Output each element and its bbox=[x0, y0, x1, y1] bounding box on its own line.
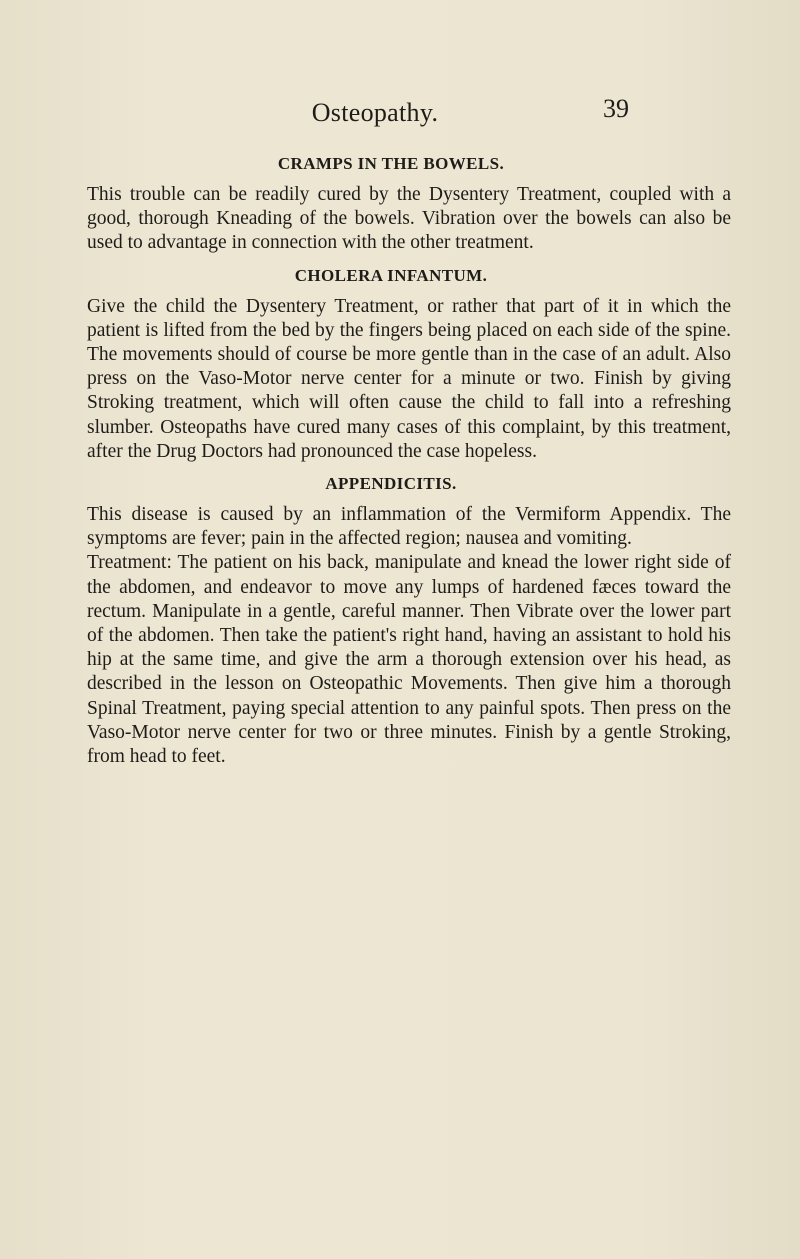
paragraph: This trouble can be readily cured by the Dysentery Treatment, coupled with a good, thorough Kneading of the bowels. Vibration over the bowels can also be used to advantage in connection with the other treatment. bbox=[87, 184, 731, 254]
paragraph: Give the child the Dysentery Treatment, or rather that part of it in which the patient is lifted from the bed by the fingers being placed on each side of the spine. The movements should of course be more gentle than in the case of an adult. Also press on the Vaso-Motor nerve center for a minute or two. Finish by giving Stroking treatment, which will often cause the child to fall into a refreshing slumber. Osteopaths have cured many cases of this complaint, by this treatment, after the Drug Doctors had pronounced the case hopeless. bbox=[87, 295, 731, 462]
page-header bbox=[0, 94, 800, 138]
section-cramps-in-the-bowels bbox=[87, 152, 731, 256]
page-number: 39 bbox=[603, 94, 629, 123]
paragraph: This disease is caused by an inflammation of the Vermiform Appendix. The symptoms are fever; pain in the affected region; nausea and vomiting. bbox=[87, 504, 731, 550]
section-heading: CHOLERA INFANTUM. bbox=[294, 265, 488, 285]
page-body bbox=[87, 150, 731, 769]
section-cholera-infantum bbox=[87, 264, 731, 464]
section-appendicitis bbox=[87, 472, 731, 769]
running-title: Osteopathy. bbox=[311, 98, 439, 127]
paragraph: Treatment: The patient on his back, manipulate and knead the lower right side of the abdomen, and endeavor to move any lumps of hardened fæces toward the rectum. Manipulate in a gentle, careful manner. Then Vibrate over the lower part of the abdomen. Then take the patient's right hand, having an assistant to hold his hip at the same time, and give the arm a thorough extension over his head, as described in the lesson on Osteopathic Movements. Then give him a thorough Spinal Treatment, paying special attention to any painful spots. Then press on the Vaso-Motor nerve center for two or three minutes. Finish by a gentle Stroking, from head to feet. bbox=[87, 552, 731, 768]
section-heading: CRAMPS IN THE BOWELS. bbox=[277, 154, 505, 173]
section-heading: APPENDICITIS. bbox=[325, 474, 457, 494]
